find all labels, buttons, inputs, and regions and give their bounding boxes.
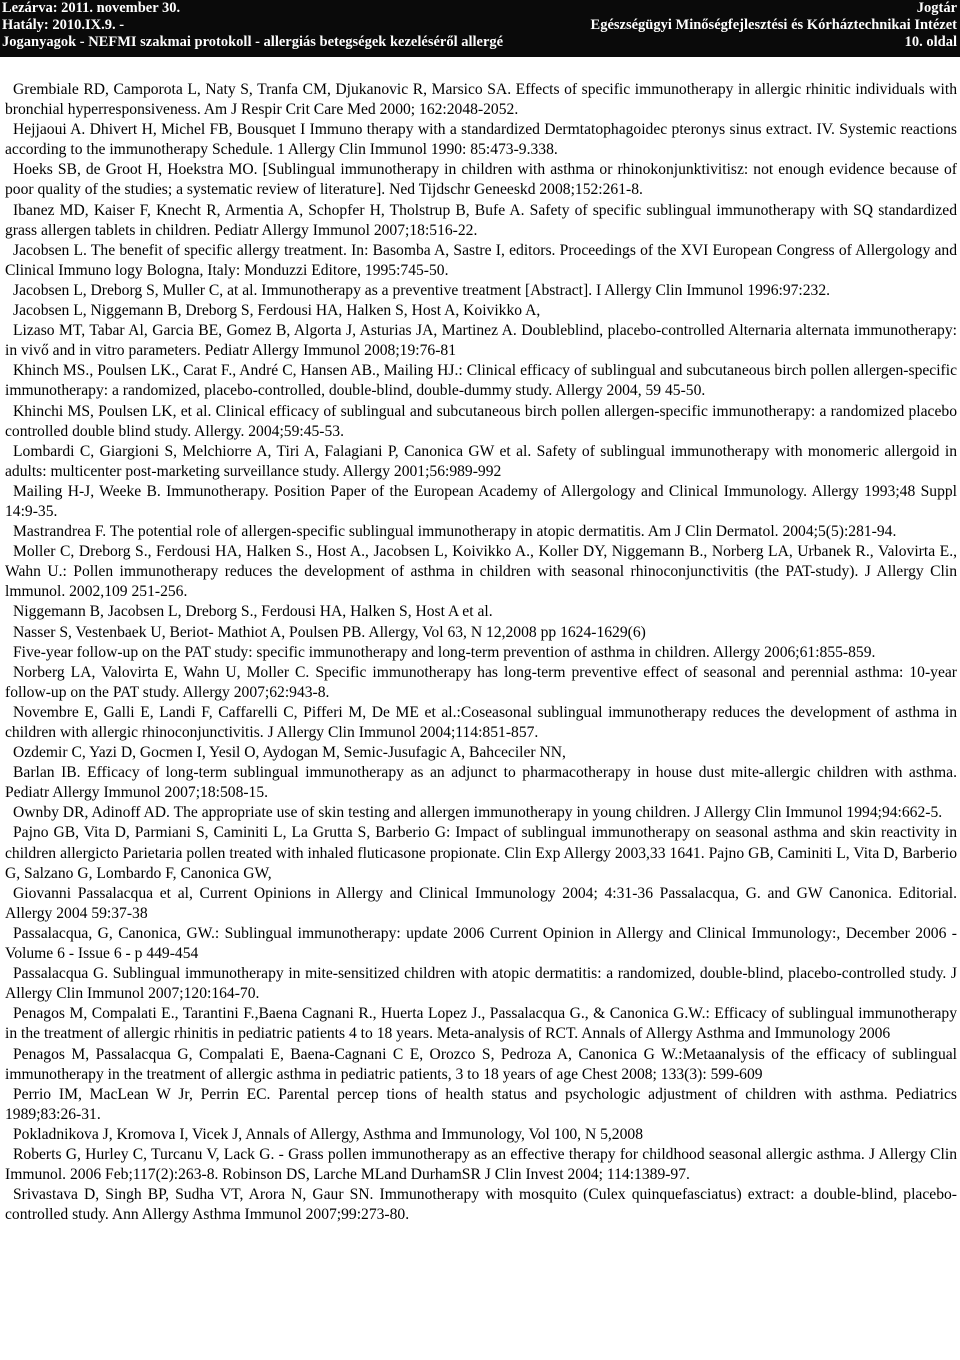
reference-item: Novembre E, Galli E, Landi F, Caffarelli C, Pifferi M, De ME et al.:Coseasonal sublingual immunotherapy reduces the development of asthma in children with allergic rhinoconjunctivitis. J Allergy Clin Immunol 2004;114:851-857.	[5, 703, 957, 741]
reference-item: Lombardi C, Giargioni S, Melchiorre A, Tiri A, Falagiani P, Canonica GW et al. Safety of sublingual immunotherapy with monomeric allergoid in adults: multicenter post-marketing surveillance study. Allergy 2001;56:989-992	[5, 442, 957, 480]
header-closed-date: Lezárva: 2011. november 30.	[2, 0, 181, 16]
reference-item: Hoeks SB, de Groot H, Hoekstra MO. [Sublingual immunotherapy in children with asthma or rhinokonjunktivitisz: not enough evidence because of poor quality of the studies; a systematic review of literature]. Ned Tijdschr Geneeskd 2008;152:261-8.	[5, 161, 957, 199]
reference-item: Barlan IB. Efficacy of long-term sublingual immunotherapy as an adjunct to pharmacotherapy in house dust mite-allergic children with asthma. Pediatr Allergy Immunol 2007;18:508-15.	[5, 764, 957, 802]
reference-item: Mastrandrea F. The potential role of allergen-specific sublingual immunotherapy in atopic dermatitis. Am J Clin Dermatol. 2004;5(5):281-94.	[13, 523, 897, 541]
header-effective-date: Hatály: 2010.IX.9. -	[2, 17, 125, 33]
reference-item: Jacobsen L. The benefit of specific allergy treatment. In: Basomba A, Sastre I, editors. Proceedings of the XVI European Congress of Allergology and Clinical Immuno logy Bologna, Italy: Monduzzi Editore, 1995:745-50.	[5, 241, 957, 279]
reference-item: Norberg LA, Valovirta E, Wahn U, Moller C. Specific immunotherapy has long-term preventive effect of seasonal and perennial asthma: 10-year follow-up on the PAT study. Allergy 2007;62:943-8.	[5, 663, 957, 701]
reference-item: Giovanni Passalacqua et al, Current Opinions in Allergy and Clinical Immunology 2004; 4:31-36 Passalacqua, G. and GW Canonica. Editorial. Allergy 2004 59:37-38	[5, 884, 957, 922]
reference-item: Perrio IM, MacLean W Jr, Perrin EC. Parental percep tions of health status and psychologic adjustment of children with asthma. Pediatrics 1989;83:26-31.	[5, 1085, 957, 1123]
reference-item: Ownby DR, Adinoff AD. The appropriate use of skin testing and allergen immunotherapy in young children. J Allergy Clin Immunol 1994;94:662-5.	[13, 804, 943, 822]
reference-item: Ozdemir C, Yazi D, Gocmen I, Yesil O, Aydogan M, Semic-Jusufagic A, Bahceciler NN,	[13, 744, 566, 762]
reference-item: Penagos M, Compalati E., Tarantini F.,Baena Cagnani R., Huerta Lopez J., Passalacqua G., & Canonica G.W.: Efficacy of sublingual immunotherapy in the treatment of allergic rhinitis in pediatric patients 4 to 18 years. Meta-analysis of RCT. Annals of Allergy Asthma and Immunology 2006	[5, 1005, 957, 1043]
header-document-title: Joganyagok - NEFMI szakmai protokoll - allergiás betegségek kezeléséről allergé	[2, 34, 504, 50]
reference-item: Khinchi MS, Poulsen LK, et al. Clinical efficacy of sublingual and subcutaneous birch pollen allergen-specific immunotherapy: a randomized placebo controlled double blind study. Allergy. 2004;59:45-53.	[5, 402, 957, 440]
reference-item: Passalacqua G. Sublingual immunotherapy in mite-sensitized children with atopic dermatitis: a randomized, double-blind, placebo-controlled study. J Allergy Clin Immunol 2007;120:164-70.	[5, 965, 957, 1003]
reference-item: Penagos M, Passalacqua G, Compalati E, Baena-Cagnani C E, Orozco S, Pedroza A, Canonica G W.:Metaanalysis of the efficacy of sublingual immunotherapy in the treatment of allergic asthma in pediatric patients, 3 to 18 years of age Chest 2008; 133(3): 599-609	[5, 1045, 957, 1083]
reference-item: Khinch MS., Poulsen LK., Carat F., André C, Hansen AB., Mailing HJ.: Clinical efficacy of sublingual and subcutaneous birch pollen allergen-specific immunotherapy: a randomized, placebo-controlled, double-blind, double-dummy study. Allergy 2004, 59 45-50.	[5, 362, 957, 400]
reference-item: Grembiale RD, Camporota L, Naty S, Tranfa CM, Djukanovic R, Marsico SA. Effects of specific immunotherapy in allergic rhinitic individuals with bronchial hyperresponsiveness. Am J Respir Crit Care Med 2000; 162:2048-2052.	[5, 81, 957, 119]
header-source-name: Jogtár	[916, 0, 957, 16]
reference-item: Lizaso MT, Tabar Al, Garcia BE, Gomez B, Algorta J, Asturias JA, Martinez A. Doubleblind, placebo-controlled Alternaria alternata immunotherapy: in vivő and in vitro parameters. Pediatr Allergy Immunol 2008;19:76-81	[5, 322, 957, 360]
reference-item: Moller C, Dreborg S., Ferdousi HA, Halken S., Host A., Jacobsen L, Koivikko A., Koller DY, Niggemann B., Norberg LA, Urbanek R., Valovirta E., Wahn U.: Pollen immunotherapy reduces the development of asthma in children with seasonal rhinoconjunctivitis (the PAT-study). J Allergy Clin lmmunol. 2002,109 251-256.	[5, 543, 957, 601]
reference-item: Hejjaoui A. Dhivert H, Michel FB, Bousquet I Immuno therapy with a standardized Dermtatophagoidec pteronys sinus extract. IV. Systemic reactions according to the immunotherapy Schedule. 1 Allergy Clin Immunol 1990: 85:473-9.338.	[5, 121, 957, 159]
reference-item: Five-year follow-up on the PAT study: specific immunotherapy and long-term prevention of asthma in children. Allergy 2006;61:855-859.	[13, 643, 876, 661]
reference-item: Pajno GB, Vita D, Parmiani S, Caminiti L, La Grutta S, Barberio G: Impact of sublingual immunotherapy on seasonal asthma and skin reactivity in children allergicto Parietaria pollen treated with inhaled fluticasone propionate. Clin Exp Allergy 2003,33 1641. Pajno GB, Caminiti L, Vita D, Barberio G, Salzano G, Lombardo F, Canonica GW,	[5, 824, 957, 882]
reference-item: Roberts G, Hurley C, Turcanu V, Lack G. - Grass pollen immunotherapy as an effective therapy for childhood seasonal allergic asthma. J Allergy Clin Immunol. 2006 Feb;117(2):263-8. Robinson DS, Larche MLand DurhamSR J Clin Invest 2004; 114:1389-97.	[5, 1145, 957, 1184]
reference-item: Ibanez MD, Kaiser F, Knecht R, Armentia A, Schopfer H, Tholstrup B, Bufe A. Safety of specific sublingual immunotherapy with SQ standardized grass allergen tablets in children. Pediatr Allergy Immunol 2007;18:516-22.	[5, 201, 957, 239]
reference-item: Nasser S, Vestenbaek U, Beriot- Mathiot A, Poulsen PB. Allergy, Vol 63, N 12,2008 pp 1624-1629(6)	[13, 623, 646, 641]
reference-item: Pokladnikova J, Kromova I, Vicek J, Annals of Allergy, Asthma and Immunology, Vol 100, N 5,2008	[13, 1125, 643, 1143]
reference-item: Mailing H-J, Weeke B. Immunotherapy. Position Paper of the European Academy of Allergology and Clinical Immunology. Allergy 1993;48 Suppl 14:9-35.	[5, 482, 957, 520]
reference-item: Jacobsen L, Niggemann B, Dreborg S, Ferdousi HA, Halken S, Host A, Koivikko A,	[13, 302, 541, 320]
reference-item: Jacobsen L, Dreborg S, Muller C, at al. Immunotherapy as a preventive treatment [Abstract]. I Allergy Clin Immunol 1996:97:232.	[13, 281, 831, 299]
reference-item: Passalacqua, G, Canonica, GW.: Sublingual immunotherapy: update 2006 Current Opinion in Allergy and Clinical Immunology:, December 2006 - Volume 6 - Issue 6 - p 449-454	[5, 924, 957, 963]
document-header	[0, 0, 960, 57]
header-institute-name: Egészségügyi Minőségfejlesztési és Kórháztechnikai Intézet	[590, 17, 957, 33]
reference-item: Niggemann B, Jacobsen L, Dreborg S., Ferdousi HA, Halken S, Host A et al.	[13, 603, 493, 621]
reference-list	[5, 80, 957, 1225]
reference-item: Srivastava D, Singh BP, Sudha VT, Arora N, Gaur SN. Immunotherapy with mosquito (Culex quinquefasciatus) extract: a double-blind, placebo-controlled study. Ann Allergy Asthma Immunol 2007;99:273-80.	[5, 1186, 957, 1224]
header-page-number: 10. oldal	[904, 34, 957, 50]
